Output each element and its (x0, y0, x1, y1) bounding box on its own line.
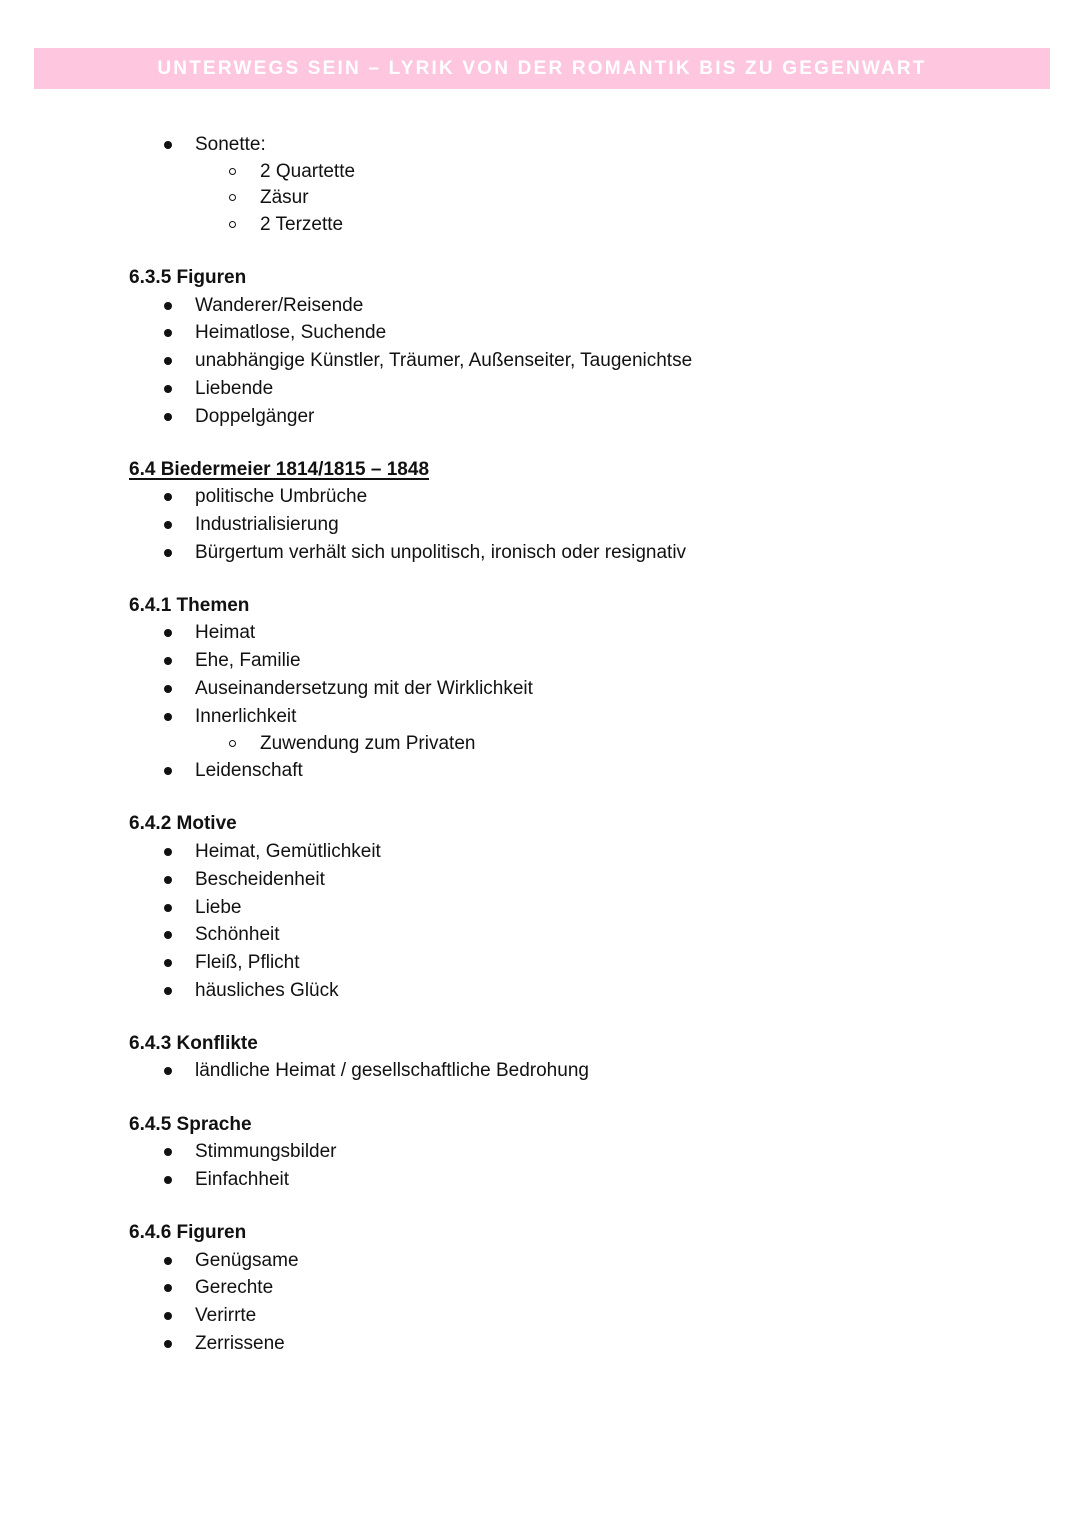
bullet-icon (164, 493, 172, 501)
circle-bullet-icon (229, 168, 236, 175)
page-header-banner (34, 48, 1050, 89)
bullet-icon (164, 329, 172, 337)
list-item-text: politische Umbrüche (195, 486, 368, 507)
list-item-text: Einfachheit (195, 1169, 290, 1190)
bullet-icon (164, 931, 172, 939)
bullet-icon (164, 904, 172, 912)
list-item-text: Ehe, Familie (195, 650, 301, 671)
section-heading-641-themen: 6.4.1 Themen (129, 595, 250, 616)
section-heading-642-motive: 6.4.2 Motive (129, 813, 237, 834)
bullet-icon (164, 413, 172, 421)
bullet-icon (164, 1284, 172, 1292)
bullet-icon (164, 767, 172, 775)
list-item-text: Liebe (195, 897, 242, 918)
list-item-text: Sonette: (195, 134, 266, 155)
bullet-icon (164, 685, 172, 693)
bullet-icon (164, 521, 172, 529)
list-item-text: Verirrte (195, 1305, 257, 1326)
list-item-text: Heimatlose, Suchende (195, 322, 387, 343)
bullet-icon (164, 302, 172, 310)
list-item-text: Heimat, Gemütlichkeit (195, 841, 381, 862)
bullet-icon (164, 1257, 172, 1265)
bullet-icon (164, 987, 172, 995)
list-item-text: häusliches Glück (195, 980, 339, 1001)
bullet-icon (164, 713, 172, 721)
section-heading-646-figuren: 6.4.6 Figuren (129, 1222, 247, 1243)
section-heading-635-figuren: 6.3.5 Figuren (129, 267, 247, 288)
circle-bullet-icon (229, 221, 236, 228)
bullet-icon (164, 1312, 172, 1320)
list-item-text: Bürgertum verhält sich unpolitisch, ironisch oder resignativ (195, 542, 687, 563)
bullet-icon (164, 1176, 172, 1184)
list-item-text: Doppelgänger (195, 406, 315, 427)
list-item-text: Genügsame (195, 1250, 299, 1271)
list-item-text: Stimmungsbilder (195, 1141, 337, 1162)
bullet-icon (164, 848, 172, 856)
list-item-text: Schönheit (195, 924, 280, 945)
bullet-icon (164, 629, 172, 637)
list-item-text: Fleiß, Pflicht (195, 952, 300, 973)
bullet-icon (164, 657, 172, 665)
section-heading-64-biedermeier: 6.4 Biedermeier 1814/1815 – 1848 (129, 459, 430, 480)
sub-list-item-text: Zäsur (260, 187, 309, 208)
bullet-icon (164, 1148, 172, 1156)
circle-bullet-icon (229, 194, 236, 201)
list-item-text: Gerechte (195, 1277, 274, 1298)
list-item-text: Zerrissene (195, 1333, 285, 1354)
section-heading-645-sprache: 6.4.5 Sprache (129, 1114, 252, 1135)
list-item-text: unabhängige Künstler, Träumer, Außenseiter, Taugenichtse (195, 350, 693, 371)
bullet-icon (164, 385, 172, 393)
list-item-text: Auseinandersetzung mit der Wirklichkeit (195, 678, 533, 699)
bullet-icon (164, 549, 172, 557)
list-item-text: Leidenschaft (195, 760, 303, 781)
bullet-icon (164, 1067, 172, 1075)
sub-list-item-text: 2 Quartette (260, 161, 356, 182)
section-heading-643-konflikte: 6.4.3 Konflikte (129, 1033, 258, 1054)
bullet-icon (164, 959, 172, 967)
bullet-icon (164, 876, 172, 884)
bullet-icon (164, 1340, 172, 1348)
bullet-icon (164, 357, 172, 365)
list-item-text: Liebende (195, 378, 274, 399)
list-item-text: Wanderer/Reisende (195, 295, 364, 316)
sub-list-item-text: Zuwendung zum Privaten (260, 733, 476, 754)
circle-bullet-icon (229, 740, 236, 747)
list-item-text: Bescheidenheit (195, 869, 325, 890)
list-item-text: Industrialisierung (195, 514, 339, 535)
list-item-text: Heimat (195, 622, 256, 643)
page-header-title: UNTERWEGS SEIN – LYRIK VON DER ROMANTIK BIS ZU GEGENWART (157, 57, 927, 79)
bullet-icon (164, 141, 172, 149)
list-item-text: ländliche Heimat / gesellschaftliche Bedrohung (195, 1060, 589, 1081)
list-item-text: Innerlichkeit (195, 706, 297, 727)
sub-list-item-text: 2 Terzette (260, 214, 344, 235)
